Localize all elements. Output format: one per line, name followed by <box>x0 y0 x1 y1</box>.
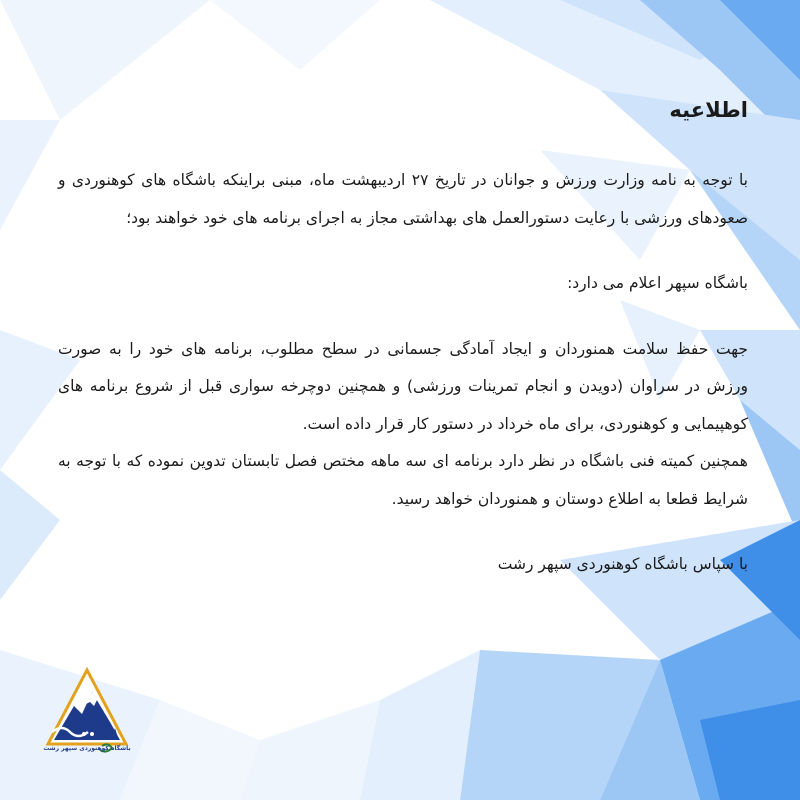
body-paragraph-2: همچنین کمیته فنی باشگاه در نظر دارد برنامه ای سه ماهه مختص فصل تابستان تدوین نموده که با توجه به شرایط قطعا به اطلاع دوستان و همنوردان خواهد رسید. <box>58 452 748 508</box>
body-paragraph-1: جهت حفظ سلامت همنوردان و ایجاد آمادگی جسمانی در سطح مطلوب، برنامه های خود را به صورت ورزش در سراوان (دویدن و انجام تمرینات ورزشی) و همچنین دوچرخه سواری قبل از شروع برنامه های کوهپیمایی و کوهنوردی، برای ماه خرداد در دستور کار قرار داده است. <box>58 339 748 433</box>
announcement-title: اطلاعیه <box>669 98 748 122</box>
announcement <box>58 88 748 584</box>
declaration-line: باشگاه سپهر اعلام می دارد: <box>567 274 748 292</box>
logo-caption: باشگاه کوهنوردی سپهر رشت <box>43 745 131 752</box>
intro-paragraph: با توجه به نامه وزارت ورزش و جوانان در تاریخ ۲۷ اردیبهشت ماه، مبنی براینکه باشگاه های کوهنوردی و صعودهای ورزشی با رعایت دستورالعمل های بهداشتی مجاز به اجرای برنامه های خود خواهند بود؛ <box>58 171 748 227</box>
signature-line: با سپاس باشگاه کوهنوردی سپهر رشت <box>497 555 748 573</box>
